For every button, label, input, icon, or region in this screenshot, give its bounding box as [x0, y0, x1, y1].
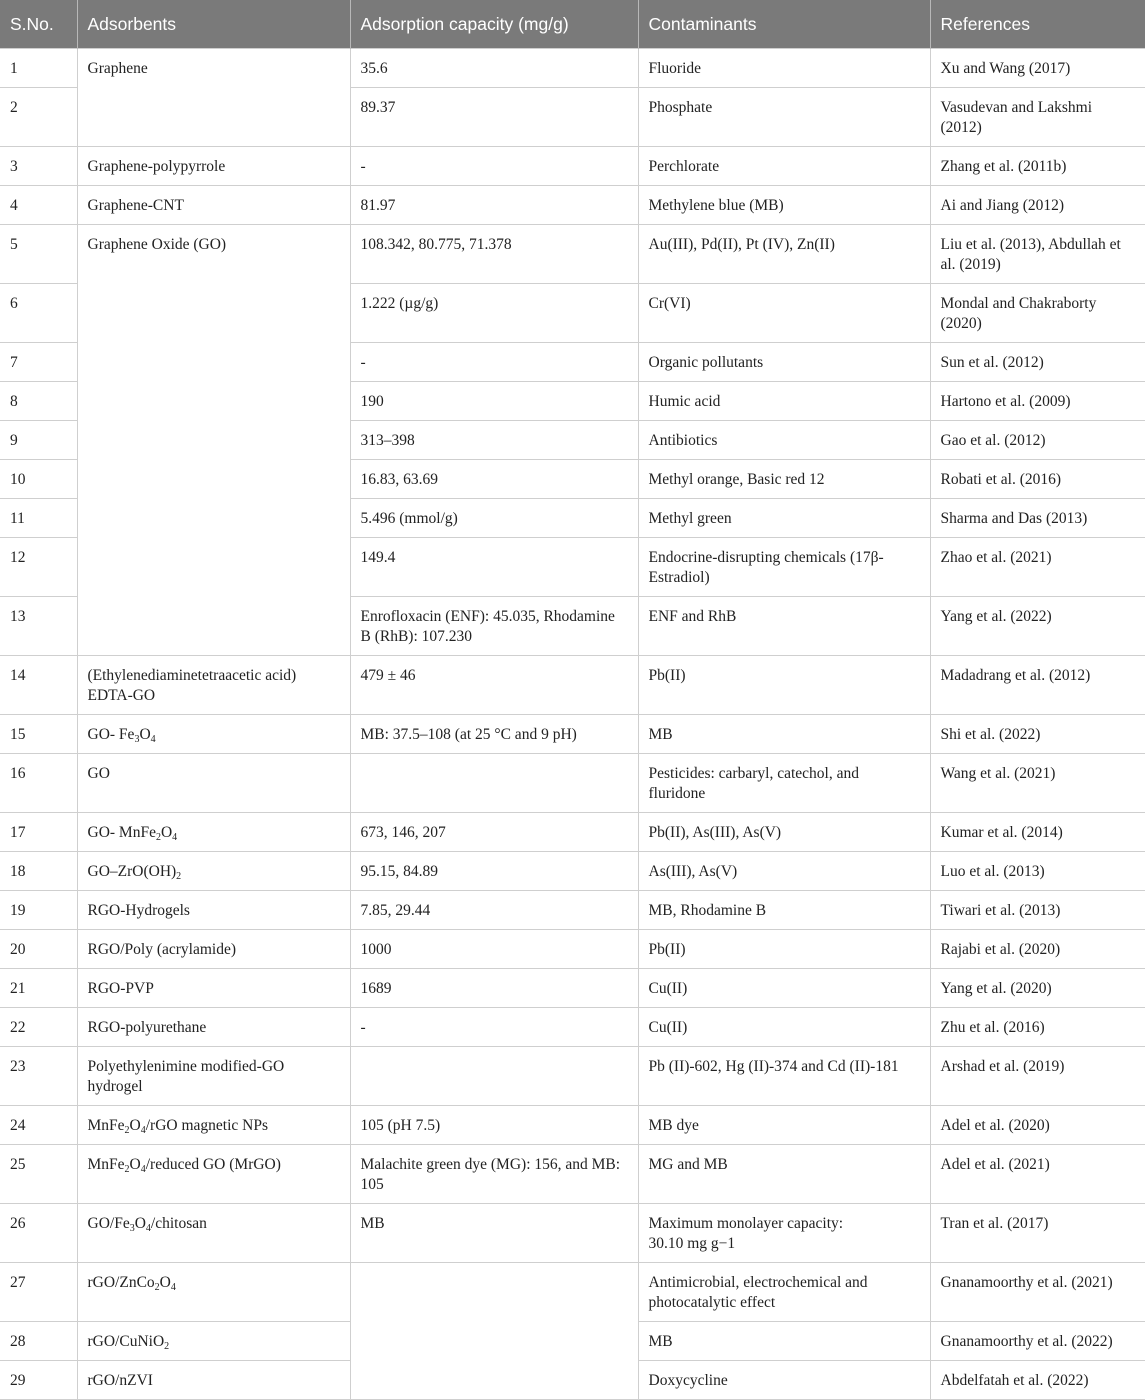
- cell-sno: 25: [0, 1145, 77, 1204]
- header-row: [0, 0, 1145, 49]
- table-row: [0, 656, 1145, 715]
- cell-contaminant: Maximum monolayer capacity: 30.10 mg g−1: [638, 1204, 930, 1263]
- cell-reference: Vasudevan and Lakshmi (2012): [930, 88, 1145, 147]
- cell-capacity: [350, 1263, 638, 1400]
- cell-capacity: MB: [350, 1204, 638, 1263]
- cell-contaminant: Au(III), Pd(II), Pt (IV), Zn(II): [638, 225, 930, 284]
- cell-contaminant: Pb (II)-602, Hg (II)-374 and Cd (II)-181: [638, 1047, 930, 1106]
- cell-capacity: -: [350, 147, 638, 186]
- cell-reference: Sharma and Das (2013): [930, 499, 1145, 538]
- table-row: [0, 147, 1145, 186]
- cell-reference: Tiwari et al. (2013): [930, 891, 1145, 930]
- cell-capacity: 105 (pH 7.5): [350, 1106, 638, 1145]
- cell-capacity: 5.496 (mmol/g): [350, 499, 638, 538]
- table-row: [0, 715, 1145, 754]
- cell-reference: Tran et al. (2017): [930, 1204, 1145, 1263]
- cell-contaminant: MB: [638, 715, 930, 754]
- cell-capacity: 313–398: [350, 421, 638, 460]
- cell-capacity: 89.37: [350, 88, 638, 147]
- cell-capacity: Malachite green dye (MG): 156, and MB: 105: [350, 1145, 638, 1204]
- cell-contaminant: As(III), As(V): [638, 852, 930, 891]
- cell-adsorbent: RGO/Poly (acrylamide): [77, 930, 350, 969]
- cell-reference: Gnanamoorthy et al. (2022): [930, 1322, 1145, 1361]
- table-row: [0, 1008, 1145, 1047]
- cell-reference: Luo et al. (2013): [930, 852, 1145, 891]
- cell-sno: 2: [0, 88, 77, 147]
- cell-adsorbent: rGO/CuNiO$_2$: [77, 1322, 350, 1361]
- cell-contaminant: ENF and RhB: [638, 597, 930, 656]
- cell-sno: 29: [0, 1361, 77, 1400]
- table-row: [0, 1145, 1145, 1204]
- table-row: [0, 186, 1145, 225]
- cell-contaminant: Cu(II): [638, 1008, 930, 1047]
- cell-contaminant: Methylene blue (MB): [638, 186, 930, 225]
- cell-contaminant: Antimicrobial, electrochemical and photocatalytic effect: [638, 1263, 930, 1322]
- cell-sno: 20: [0, 930, 77, 969]
- cell-reference: Wang et al. (2021): [930, 754, 1145, 813]
- cell-contaminant: Humic acid: [638, 382, 930, 421]
- cell-contaminant: Cu(II): [638, 969, 930, 1008]
- cell-sno: 28: [0, 1322, 77, 1361]
- cell-capacity: 35.6: [350, 49, 638, 88]
- cell-adsorbent: RGO-Hydrogels: [77, 891, 350, 930]
- header-sno: S.No.: [0, 0, 77, 49]
- cell-reference: Kumar et al. (2014): [930, 813, 1145, 852]
- table-row: [0, 969, 1145, 1008]
- cell-capacity: 108.342, 80.775, 71.378: [350, 225, 638, 284]
- cell-reference: Abdelfatah et al. (2022): [930, 1361, 1145, 1400]
- cell-sno: 26: [0, 1204, 77, 1263]
- cell-adsorbent: Graphene-CNT: [77, 186, 350, 225]
- table-row: [0, 852, 1145, 891]
- cell-contaminant: Pesticides: carbaryl, catechol, and fluridone: [638, 754, 930, 813]
- cell-sno: 10: [0, 460, 77, 499]
- cell-adsorbent: $MnFe_2O_4$/reduced GO (MrGO): [77, 1145, 350, 1204]
- cell-reference: Liu et al. (2013), Abdullah et al. (2019): [930, 225, 1145, 284]
- cell-contaminant: Cr(VI): [638, 284, 930, 343]
- cell-adsorbent: $GO-ZrO(OH)_2$: [77, 852, 350, 891]
- cell-sno: 8: [0, 382, 77, 421]
- table-row: [0, 1204, 1145, 1263]
- cell-contaminant: Pb(II): [638, 656, 930, 715]
- cell-sno: 22: [0, 1008, 77, 1047]
- cell-capacity: 149.4: [350, 538, 638, 597]
- header-references: References: [930, 0, 1145, 49]
- cell-sno: 7: [0, 343, 77, 382]
- cell-sno: 18: [0, 852, 77, 891]
- cell-reference: Xu and Wang (2017): [930, 49, 1145, 88]
- cell-reference: Rajabi et al. (2020): [930, 930, 1145, 969]
- table-row: [0, 754, 1145, 813]
- cell-capacity: 1689: [350, 969, 638, 1008]
- cell-adsorbent: Graphene-polypyrrole: [77, 147, 350, 186]
- cell-sno: 11: [0, 499, 77, 538]
- cell-sno: 3: [0, 147, 77, 186]
- cell-sno: 4: [0, 186, 77, 225]
- cell-reference: Gao et al. (2012): [930, 421, 1145, 460]
- cell-adsorbent: $GO/Fe_3O_4$/chitosan: [77, 1204, 350, 1263]
- cell-contaminant: Methyl orange, Basic red 12: [638, 460, 930, 499]
- cell-reference: Arshad et al. (2019): [930, 1047, 1145, 1106]
- cell-reference: Gnanamoorthy et al. (2021): [930, 1263, 1145, 1322]
- cell-contaminant: MB, Rhodamine B: [638, 891, 930, 930]
- cell-reference: Adel et al. (2021): [930, 1145, 1145, 1204]
- cell-reference: Mondal and Chakraborty (2020): [930, 284, 1145, 343]
- cell-adsorbent: Graphene: [77, 49, 350, 147]
- cell-capacity: 81.97: [350, 186, 638, 225]
- cell-capacity: -: [350, 1008, 638, 1047]
- cell-sno: 16: [0, 754, 77, 813]
- table-row: [0, 1263, 1145, 1322]
- cell-capacity: MB: 37.5–108 (at 25 °C and 9 pH): [350, 715, 638, 754]
- cell-sno: 15: [0, 715, 77, 754]
- cell-adsorbent: rGO/$ZnCo_2O_4$: [77, 1263, 350, 1322]
- cell-adsorbent: GO- $Fe_3O_4$: [77, 715, 350, 754]
- header-capacity: Adsorption capacity (mg/g): [350, 0, 638, 49]
- cell-adsorbent: (Ethylenediaminetetraacetic acid) EDTA-GO: [77, 656, 350, 715]
- cell-contaminant: Endocrine-disrupting chemicals (17β-Estradiol): [638, 538, 930, 597]
- cell-contaminant: Doxycycline: [638, 1361, 930, 1400]
- cell-reference: Adel et al. (2020): [930, 1106, 1145, 1145]
- cell-sno: 24: [0, 1106, 77, 1145]
- cell-contaminant: MB dye: [638, 1106, 930, 1145]
- cell-sno: 19: [0, 891, 77, 930]
- table-row: [0, 225, 1145, 284]
- table-row: [0, 1106, 1145, 1145]
- cell-capacity: 1.222 (µg/g): [350, 284, 638, 343]
- cell-capacity: 479 ± 46: [350, 656, 638, 715]
- header-contaminants: Contaminants: [638, 0, 930, 49]
- cell-adsorbent: RGO-PVP: [77, 969, 350, 1008]
- cell-contaminant: MB: [638, 1322, 930, 1361]
- cell-contaminant: Methyl green: [638, 499, 930, 538]
- cell-reference: Yang et al. (2020): [930, 969, 1145, 1008]
- cell-contaminant: Pb(II): [638, 930, 930, 969]
- cell-sno: 12: [0, 538, 77, 597]
- cell-reference: Shi et al. (2022): [930, 715, 1145, 754]
- cell-contaminant: Organic pollutants: [638, 343, 930, 382]
- cell-sno: 9: [0, 421, 77, 460]
- cell-capacity: 7.85, 29.44: [350, 891, 638, 930]
- cell-contaminant: Pb(II), As(III), As(V): [638, 813, 930, 852]
- cell-contaminant: MG and MB: [638, 1145, 930, 1204]
- cell-sno: 27: [0, 1263, 77, 1322]
- cell-reference: Zhu et al. (2016): [930, 1008, 1145, 1047]
- cell-capacity: 190: [350, 382, 638, 421]
- cell-reference: Yang et al. (2022): [930, 597, 1145, 656]
- cell-sno: 17: [0, 813, 77, 852]
- cell-sno: 14: [0, 656, 77, 715]
- cell-adsorbent: RGO-polyurethane: [77, 1008, 350, 1047]
- cell-capacity: [350, 1047, 638, 1106]
- cell-reference: Sun et al. (2012): [930, 343, 1145, 382]
- cell-capacity: 1000: [350, 930, 638, 969]
- cell-capacity: 95.15, 84.89: [350, 852, 638, 891]
- table-row: [0, 813, 1145, 852]
- table-row: [0, 891, 1145, 930]
- cell-capacity: -: [350, 343, 638, 382]
- cell-adsorbent: GO- $MnFe_2O_4$: [77, 813, 350, 852]
- cell-adsorbent: rGO/nZVI: [77, 1361, 350, 1400]
- table-row: [0, 1047, 1145, 1106]
- cell-contaminant: Phosphate: [638, 88, 930, 147]
- cell-contaminant: Antibiotics: [638, 421, 930, 460]
- cell-adsorbent: Polyethylenimine modified-GO hydrogel: [77, 1047, 350, 1106]
- cell-adsorbent: $MnFe_2O_4$/rGO magnetic NPs: [77, 1106, 350, 1145]
- cell-reference: Madadrang et al. (2012): [930, 656, 1145, 715]
- cell-sno: 13: [0, 597, 77, 656]
- cell-reference: Hartono et al. (2009): [930, 382, 1145, 421]
- cell-adsorbent: Graphene Oxide (GO): [77, 225, 350, 656]
- cell-adsorbent: GO: [77, 754, 350, 813]
- cell-reference: Zhao et al. (2021): [930, 538, 1145, 597]
- cell-reference: Robati et al. (2016): [930, 460, 1145, 499]
- cell-sno: 6: [0, 284, 77, 343]
- cell-sno: 5: [0, 225, 77, 284]
- cell-contaminant: Perchlorate: [638, 147, 930, 186]
- table-row: [0, 930, 1145, 969]
- cell-capacity: [350, 754, 638, 813]
- cell-sno: 1: [0, 49, 77, 88]
- cell-capacity: 16.83, 63.69: [350, 460, 638, 499]
- cell-reference: Zhang et al. (2011b): [930, 147, 1145, 186]
- cell-sno: 21: [0, 969, 77, 1008]
- cell-capacity: 673, 146, 207: [350, 813, 638, 852]
- cell-capacity: Enrofloxacin (ENF): 45.035, Rhodamine B (RhB): 107.230: [350, 597, 638, 656]
- header-adsorbents: Adsorbents: [77, 0, 350, 49]
- cell-sno: 23: [0, 1047, 77, 1106]
- cell-contaminant: Fluoride: [638, 49, 930, 88]
- table-row: [0, 49, 1145, 88]
- cell-reference: Ai and Jiang (2012): [930, 186, 1145, 225]
